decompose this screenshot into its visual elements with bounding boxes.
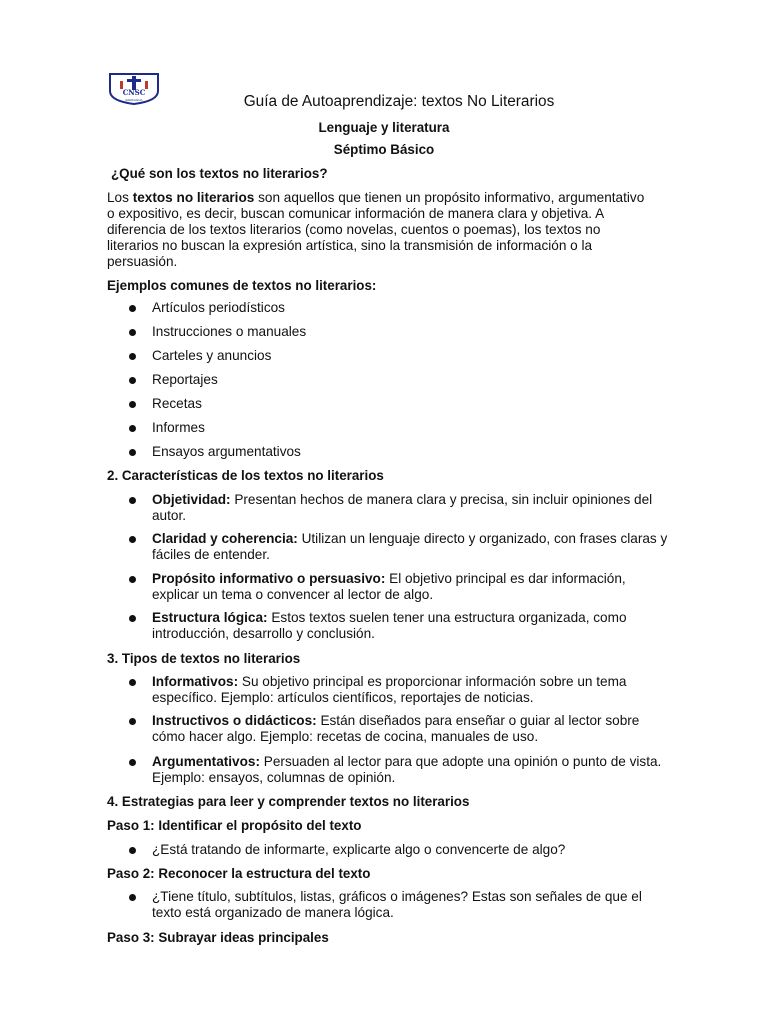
intro-bold-term: textos no literarios (132, 190, 255, 205)
strategies-heading: 4. Estrategias para leer y comprender textos no literarios (107, 794, 470, 809)
list-item: Recetas (152, 396, 672, 412)
list-item: Argumentativos: Persuaden al lector para que adopte una opinión o punto de vista. Ejemplo: ensayos, columnas de opinión. (152, 754, 672, 786)
list-item: Ensayos argumentativos (152, 444, 672, 460)
examples-heading: Ejemplos comunes de textos no literarios: (107, 278, 377, 293)
list-item: ¿Tiene título, subtítulos, listas, gráficos o imágenes? Estas son señales de que el texto está organizado de manera lógica. (152, 889, 672, 921)
characteristics-heading: 2. Características de los textos no literarios (107, 468, 384, 483)
list-item: Claridad y coherencia: Utilizan un lenguaje directo y organizado, con frases claras y fáciles de entender. (152, 531, 672, 563)
intro-paragraph: Los textos no literarios son aquellos que tienen un propósito informativo, argumentativo o expositivo, es decir, buscan comunicar información de manera clara y objetiva. A diferencia de los textos literarios (como novelas, cuentos o poemas), los textos no literarios no buscan la expresión artística, sino la transmisión de información o la persuasión. (107, 190, 645, 269)
list-item: ¿Está tratando de informarte, explicarte algo o convencerte de algo? (152, 842, 672, 858)
grade-title: Séptimo Básico (333, 142, 435, 157)
types-heading: 3. Tipos de textos no literarios (107, 651, 301, 666)
list-item: Instructivos o didácticos: Están diseñados para enseñar o guiar al lector sobre cómo hacer algo. Ejemplo: recetas de cocina, manuales de uso. (152, 713, 672, 745)
logo-text: CNSC (122, 88, 146, 97)
step1-heading: Paso 1: Identificar el propósito del texto (107, 818, 362, 833)
step3-heading: Paso 3: Subrayar ideas principales (107, 930, 329, 945)
list-item: Objetividad: Presentan hechos de manera clara y precisa, sin incluir opiniones del autor. (152, 492, 672, 524)
list-item: Reportajes (152, 372, 672, 388)
list-item: Informativos: Su objetivo principal es proporcionar información sobre un tema específico. Ejemplo: artículos científicos, reportajes de noticias. (152, 674, 672, 706)
list-item: Instrucciones o manuales (152, 324, 672, 340)
list-item: Carteles y anuncios (152, 348, 672, 364)
logo-subtext: RANCAGUA (125, 98, 143, 102)
subject-title: Lenguaje y literatura (318, 120, 450, 135)
list-item: Artículos periodísticos (152, 300, 672, 316)
list-item: Estructura lógica: Estos textos suelen tener una estructura organizada, como introducción, desarrollo y conclusión. (152, 610, 672, 642)
document-title: Guía de Autoaprendizaje: textos No Literarios (243, 93, 555, 110)
what-are-heading: ¿Qué son los textos no literarios? (111, 166, 328, 181)
list-item: Propósito informativo o persuasivo: El objetivo principal es dar información, explicar un tema o convencer al lector de algo. (152, 571, 672, 603)
list-item: Informes (152, 420, 672, 436)
step2-heading: Paso 2: Reconocer la estructura del texto (107, 866, 371, 881)
